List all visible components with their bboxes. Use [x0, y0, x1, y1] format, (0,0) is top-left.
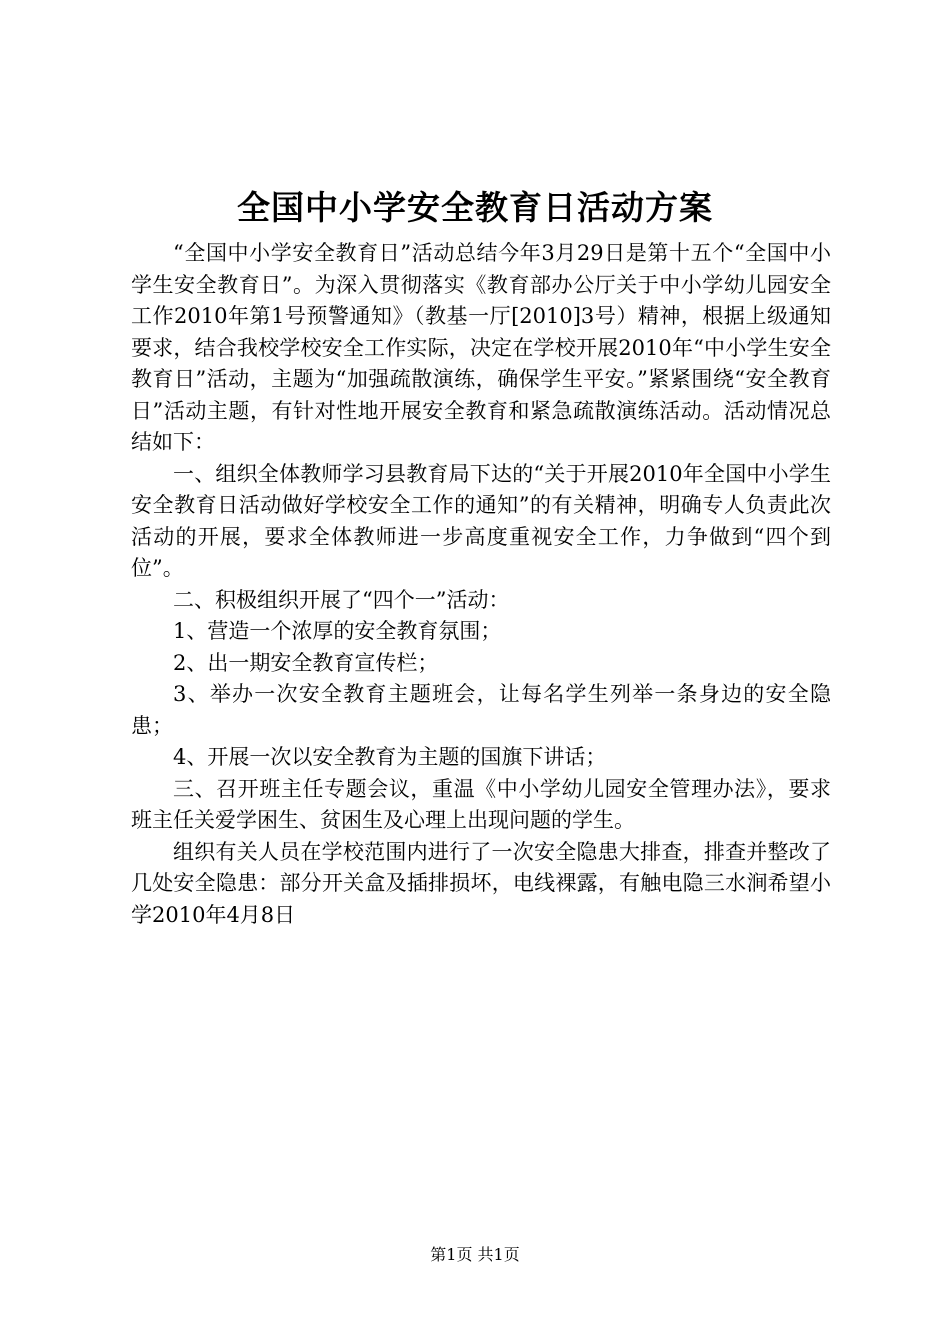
document-title: 全国中小学安全教育日活动方案	[237, 188, 713, 227]
document-body	[131, 238, 831, 931]
intro-paragraph: “全国中小学安全教育日”活动总结今年3月29日是第十五个“全国中小学生安全教育日”。为深入贯彻落实《教育部办公厅关于中小学幼儿园安全工作2010年第1号预警通知》（教基一厅[2010]3号）精神，根据上级通知要求，结合我校学校安全工作实际，决定在学校开展2010年“中小学生安全教育日”活动，主题为“加强疏散演练，确保学生平安。”紧紧围绕“安全教育日”活动主题，有针对性地开展安全教育和紧急疏散演练活动。活动情况总结如下：	[131, 241, 831, 454]
page-number-footer: 第1页 共1页	[430, 1245, 520, 1264]
list-item: 2、出一期安全教育宣传栏；	[173, 650, 439, 675]
section-one-paragraph: 一、组织全体教师学习县教育局下达的“关于开展2010年全国中小学生安全教育日活动做好学校安全工作的通知”的有关精神，明确专人负责此次活动的开展，要求全体教师进一步高度重视安全工作，力争做到“四个到位”。	[131, 461, 831, 580]
list-item: 3、举办一次安全教育主题班会，让每名学生列举一条身边的安全隐患；	[131, 682, 831, 738]
section-two-heading: 二、积极组织开展了“四个一”活动：	[173, 587, 510, 612]
list-item: 4、开展一次以安全教育为主题的国旗下讲话；	[173, 745, 607, 769]
closing-paragraph: 组织有关人员在学校范围内进行了一次安全隐患大排查，排查并整改了几处安全隐患：部分开关盒及插排损坏，电线裸露，有触电隐三水涧希望小学2010年4月8日	[131, 839, 831, 927]
section-three-paragraph: 三、召开班主任专题会议，重温《中小学幼儿园安全管理办法》，要求班主任关爱学困生、贫困生及心理上出现问题的学生。	[131, 776, 831, 832]
list-item: 1、营造一个浓厚的安全教育氛围；	[173, 619, 502, 643]
